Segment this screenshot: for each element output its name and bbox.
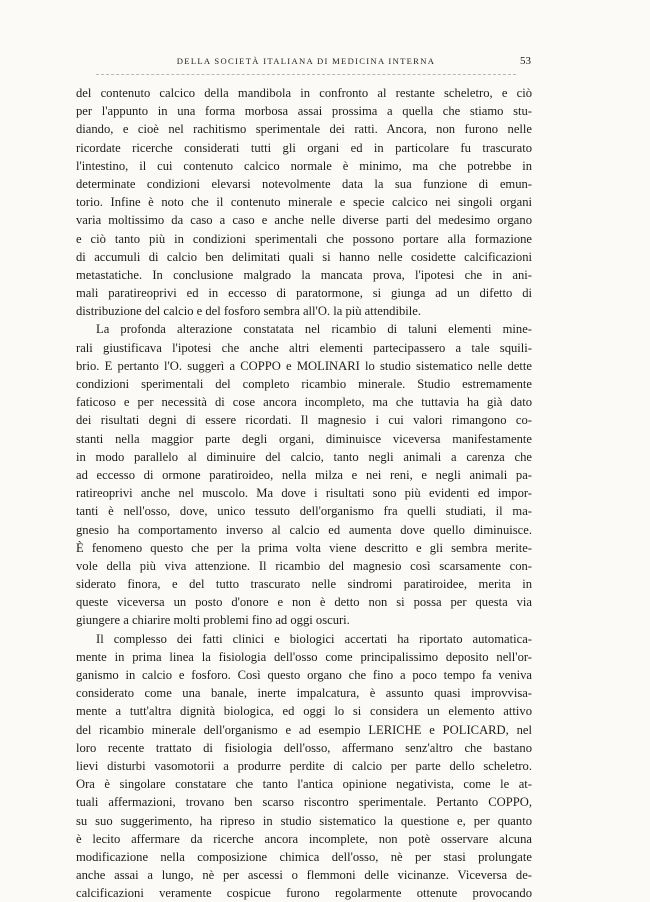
text-line: La profonda alterazione constatata nel ricambio di taluni elementi mine-	[96, 322, 532, 337]
text-line: stanti nella maggior parte degli organi, diminuisce viceversa manifestamente	[76, 431, 532, 446]
text-line: mente a tutt'altra dignità biologica, ed oggi lo si considera un elemento attivo	[76, 704, 532, 719]
text-line: ad eccesso di ormone paratiroideo, nella milza e nei reni, e negli animali pa-	[76, 467, 532, 482]
text-line: considerato come una banale, inerte impalcatura, è assunto quasi improvvisa-	[76, 686, 532, 701]
paragraph	[76, 320, 532, 629]
text-line: su suo suggerimento, ha ripreso in studio sistematico la questione e, per quanto	[76, 813, 532, 828]
text-line: faticoso e per necessità di cose ancora incompleto, ma che tuttavia ha già dato	[76, 395, 532, 410]
text-line: siderato finora, e del tutto trascurato nelle sindromi paratiroidee, merita in	[76, 577, 532, 592]
text-line: distribuzione del calcio e del fosforo sembra all'O. la più attendibile.	[76, 304, 421, 319]
text-line: per l'appunto in una forma morbosa assai prossima a quella che stiamo stu-	[76, 104, 532, 119]
running-header: DELLA SOCIETÀ ITALIANA DI MEDICINA INTERNA	[176, 56, 436, 66]
paragraph	[76, 630, 532, 902]
text-line: dei risultati degni di essere ricordati. Il magnesio i cui valori rimangono co-	[76, 413, 532, 428]
text-line: tanti è nell'osso, dove, unico tessuto dell'organismo fra quelli studiati, il ma-	[76, 504, 532, 519]
body-text	[76, 84, 532, 902]
text-line: varia moltissimo da caso a caso e anche nelle diverse parti del medesimo organo	[76, 213, 532, 228]
text-line: brio. E pertanto l'O. suggerì a COPPO e MOLINARI lo studio sistematico nelle dette	[76, 358, 532, 373]
text-line: condizioni sperimentali del completo ricambio minerale. Studio estremamente	[76, 377, 532, 391]
text-line: tuali affermazioni, trovano ben scarso riscontro sperimentale. Pertanto COPPO,	[76, 795, 532, 810]
text-line: Ora è singolare constatare che tanto l'antica opinione negativista, come le at-	[76, 777, 532, 792]
text-line: calcificazioni veramente cospicue furono regolarmente ottenute provocando	[76, 886, 532, 901]
text-line: determinate condizioni elevarsi notevolmente data la sua funzione di emun-	[76, 176, 532, 191]
text-line: e ciò tanto più in condizioni sperimentali che possono portare alla formazione	[76, 231, 532, 246]
text-line: giungere a chiarire molti problemi fino ad oggi oscuri.	[76, 613, 350, 628]
text-line: mali paratireoprivi ed in eccesso di paratormone, si giunga ad un difetto di	[76, 286, 532, 301]
text-line: vole della più viva attenzione. Il ricambio del magnesio così scarsamente con-	[76, 558, 532, 573]
text-line: ganismo in calcio e fosforo. Così questo organo che fino a poco tempo fa veniva	[76, 668, 532, 682]
text-line: rali giustificava l'ipotesi che anche altri elementi partecipassero a tale squili-	[76, 340, 532, 355]
text-line: è lecito affermare da ricerche ancora incomplete, non potè osservare alcuna	[76, 831, 532, 846]
page-number: 53	[520, 55, 531, 67]
text-line: Il complesso dei fatti clinici e biologici accertati ha riportato automatica-	[96, 631, 532, 646]
text-line: gnesio ha comportamento inverso al calcio ed aumenta dove quello diminuisce.	[76, 522, 532, 537]
text-line: diando, e cioè nel rachitismo sperimentale dei ratti. Ancora, non furono nelle	[76, 122, 532, 137]
text-line: torio. Infine è noto che il contenuto minerale e specie calcico nei singoli organi	[76, 195, 532, 210]
text-line: loro recente trattato di fisiologia dell'osso, affermano senz'altro che bastano	[76, 740, 532, 755]
text-line: ratireoprivi anche nel muscolo. Ma dove i risultati sono più evidenti ed impor-	[76, 486, 532, 501]
text-line: lievi disturbi vasomotorii a produrre perdite di calcio per parte dello scheletro.	[76, 758, 532, 773]
text-line: del contenuto calcico della mandibola in confronto al restante scheletro, e ciò	[76, 86, 532, 100]
text-line: ricordate ricerche considerati tutti gli organi ed in particolare fu trascurato	[76, 140, 532, 155]
text-line: anche assai a lungo, nè per ascessi o flemmoni delle vicinanze. Viceversa de-	[76, 868, 532, 883]
header-rule	[96, 74, 516, 75]
text-line: È fenomeno questo che per la prima volta viene descritto e gli sembra merite-	[76, 540, 532, 555]
text-line: di accumuli di calcio ben delimitati quali si hanno nelle cosidette calcificazioni	[76, 249, 532, 264]
text-line: queste viceversa un posto d'onore e non è detto non si possa per questa via	[76, 595, 532, 610]
text-line: metastatiche. In conclusione malgrado la mancata prova, l'ipotesi che in ani-	[76, 267, 532, 282]
text-line: del ricambio minerale dell'organismo e ad esempio LERICHE e POLICARD, nel	[76, 722, 532, 737]
text-line: mente in prima linea la fisiologia dell'osso come principalissimo deposito nell'or-	[76, 649, 532, 664]
text-line: modificazione nella composizione chimica dell'osso, nè per stasi prolungate	[76, 849, 532, 864]
paragraph	[76, 84, 532, 320]
text-line: l'intestino, il cui contenuto calcico normale è minimo, ma che potrebbe in	[76, 158, 532, 173]
text-line: in modo parallelo al diminuire del calcio, tanto negli animali a carenza che	[76, 449, 532, 464]
